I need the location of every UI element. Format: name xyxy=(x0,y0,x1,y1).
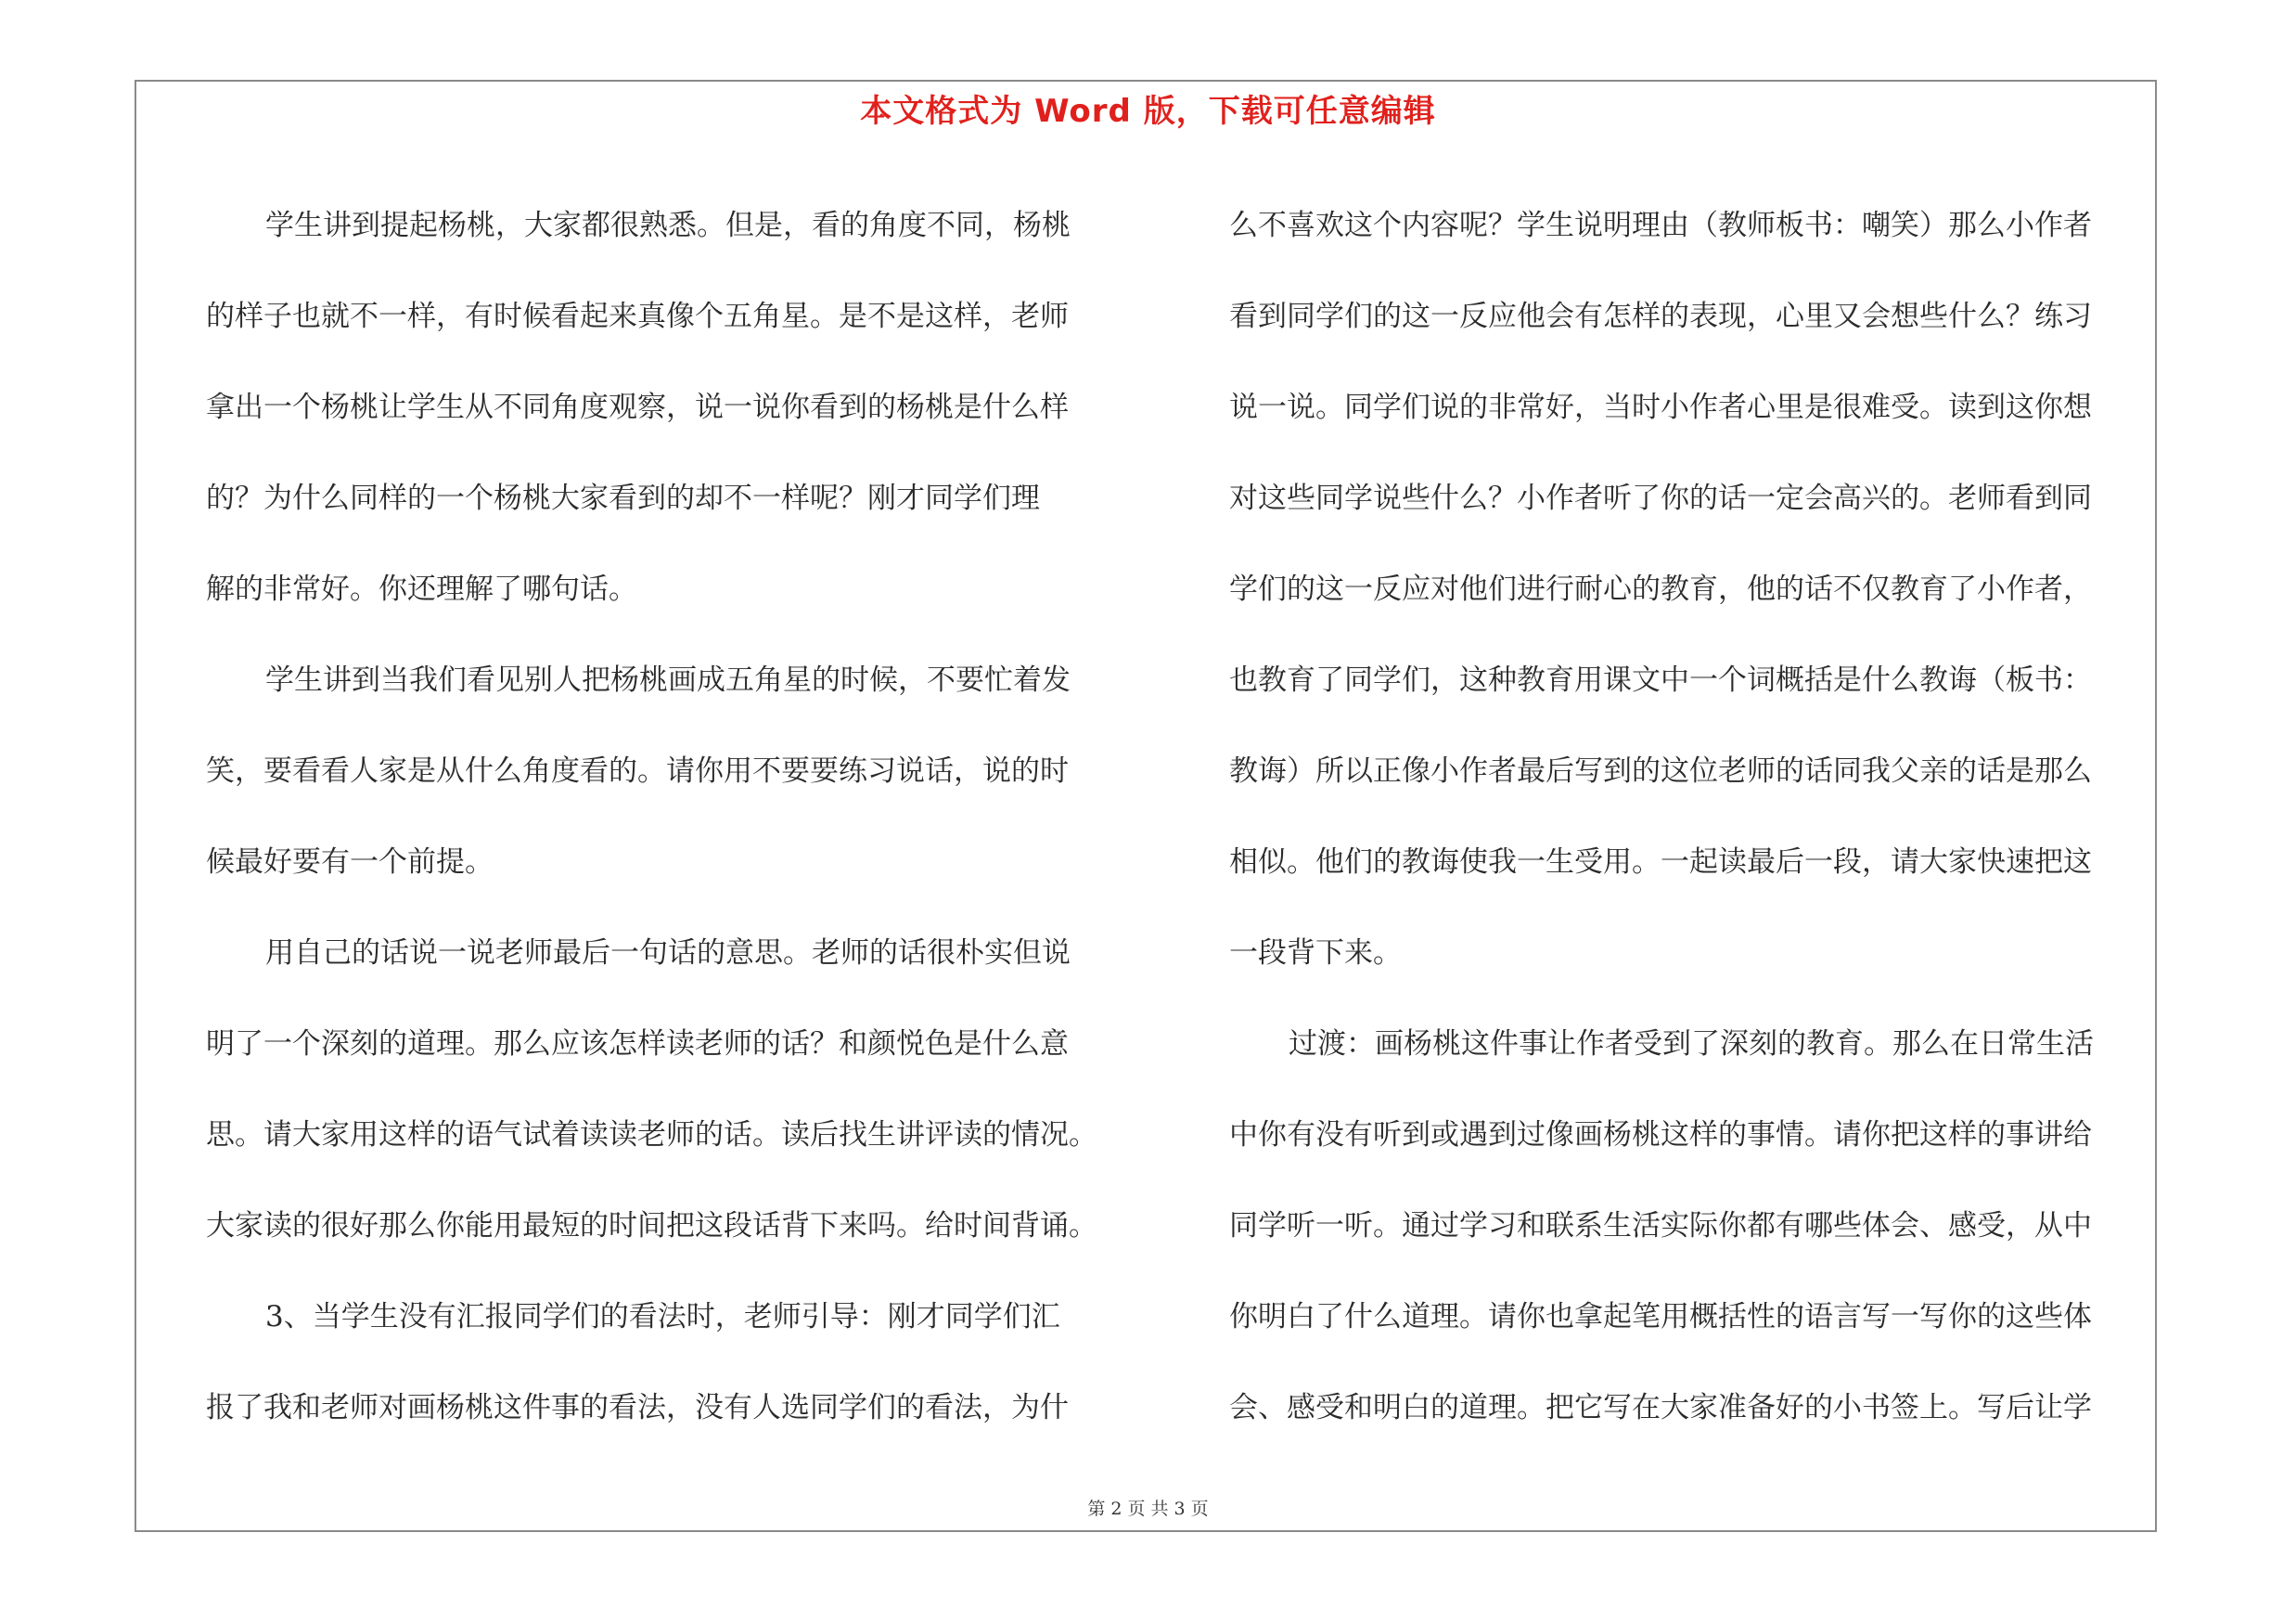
text-line: 相似。他们的教诲使我一生受用。一起读最后一段，请大家快速把这 xyxy=(1229,845,2092,879)
text-line: 同学听一听。通过学习和联系生活实际你都有哪些体会、感受，从中 xyxy=(1229,1209,2092,1243)
text-line: 中你有没有听到或遇到过像画杨桃这样的事情。请你把这样的事讲给 xyxy=(1229,1118,2092,1152)
text-line: 用自己的话说一说老师最后一句话的意思。老师的话很朴实但说 xyxy=(265,936,1071,970)
text-line: 的？为什么同样的一个杨桃大家看到的却不一样呢？刚才同学们理 xyxy=(206,482,1040,515)
text-line: 看到同学们的这一反应他会有怎样的表现，心里又会想些什么？练习 xyxy=(1229,300,2092,333)
text-line: 对这些同学说些什么？小作者听了你的话一定会高兴的。老师看到同 xyxy=(1229,482,2092,515)
text-line: 学们的这一反应对他们进行耐心的教育，他的话不仅教育了小作者， xyxy=(1229,573,2092,606)
text-line: 过渡：画杨桃这件事让作者受到了深刻的教育。那么在日常生活 xyxy=(1289,1027,2094,1061)
text-line: 大家读的很好那么你能用最短的时间把这段话背下来吗。给时间背诵。 xyxy=(206,1209,1097,1243)
text-line: 报了我和老师对画杨桃这件事的看法，没有人选同学们的看法，为什 xyxy=(206,1391,1069,1424)
text-line: 么不喜欢这个内容呢？学生说明理由（教师板书：嘲笑）那么小作者 xyxy=(1229,209,2092,242)
text-line: 学生讲到当我们看见别人把杨桃画成五角星的时候，不要忙着发 xyxy=(265,663,1071,697)
text-line: 明了一个深刻的道理。那么应该怎样读老师的话？和颜悦色是什么意 xyxy=(206,1027,1069,1061)
text-line: 候最好要有一个前提。 xyxy=(206,845,494,879)
text-line: 的样子也就不一样，有时候看起来真像个五角星。是不是这样，老师 xyxy=(206,300,1069,333)
left-text-column xyxy=(206,180,1143,1453)
page-header-title: 本文格式为 Word 版，下载可任意编辑 xyxy=(860,93,1436,130)
text-line: 拿出一个杨桃让学生从不同角度观察，说一说你看到的杨桃是什么样 xyxy=(206,391,1069,424)
page-number: 第 2 页 共 3 页 xyxy=(1087,1499,1209,1519)
text-line: 解的非常好。你还理解了哪句话。 xyxy=(206,573,637,606)
text-line: 笑，要看看人家是从什么角度看的。请你用不要要练习说话，说的时 xyxy=(206,754,1069,788)
text-line: 3、当学生没有汇报同学们的看法时，老师引导：刚才同学们汇 xyxy=(265,1300,1060,1333)
text-line: 教诲）所以正像小作者最后写到的这位老师的话同我父亲的话是那么 xyxy=(1229,754,2092,788)
text-line: 一段背下来。 xyxy=(1229,936,1402,970)
text-line: 思。请大家用这样的语气试着读读老师的话。读后找生讲评读的情况。 xyxy=(206,1118,1097,1152)
text-line: 你明白了什么道理。请你也拿起笔用概括性的语言写一写你的这些体 xyxy=(1229,1300,2092,1333)
right-text-column xyxy=(1229,180,2157,1453)
text-line: 会、感受和明白的道理。把它写在大家准备好的小书签上。写后让学 xyxy=(1229,1391,2092,1424)
text-line: 学生讲到提起杨桃，大家都很熟悉。但是，看的角度不同，杨桃 xyxy=(265,209,1071,242)
text-line: 说一说。同学们说的非常好，当时小作者心里是很难受。读到这你想 xyxy=(1229,391,2092,424)
text-line: 也教育了同学们，这种教育用课文中一个词概括是什么教诲（板书： xyxy=(1229,663,2092,697)
